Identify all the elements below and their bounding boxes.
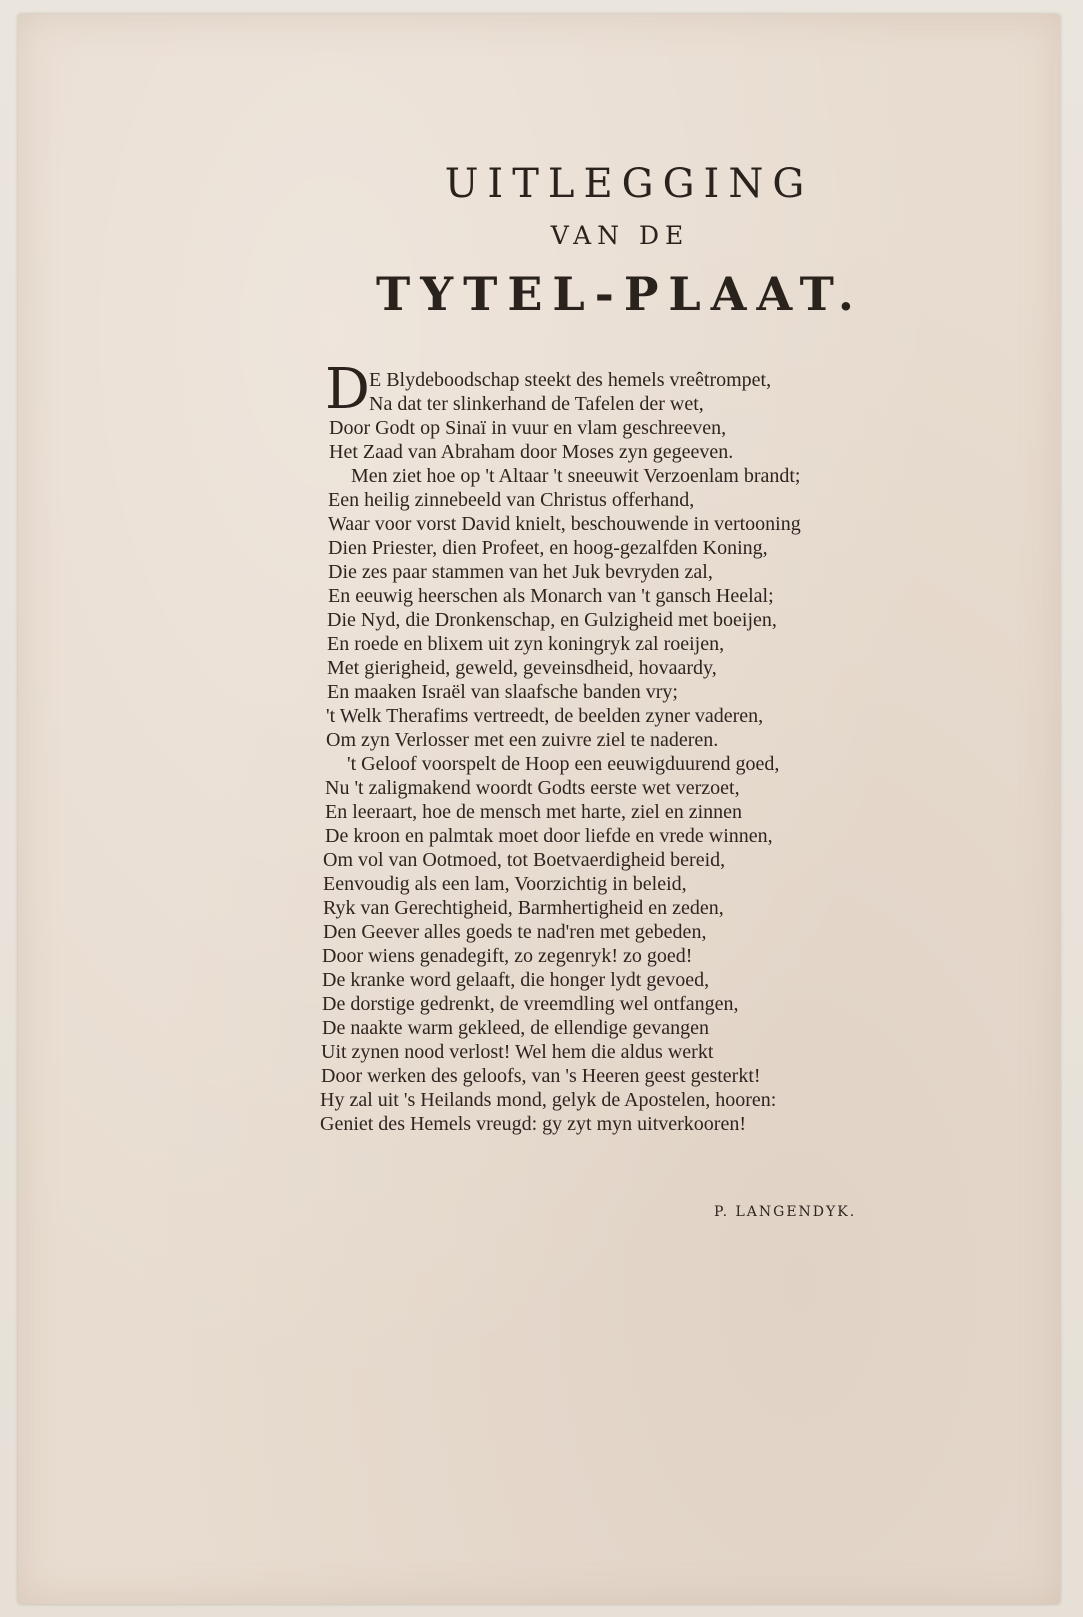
title-line-3: TYTEL-PLAAT. — [376, 267, 864, 321]
poem-line: Door werken des geloofs, van 's Heeren geest gesterkt! — [321, 1065, 761, 1087]
poem-line: Het Zaad van Abraham door Moses zyn gegeeven. — [329, 441, 734, 463]
title-line-1: UITLEGGING — [444, 161, 814, 207]
poem-line: Door Godt op Sinaï in vuur en vlam geschreeven, — [329, 417, 727, 439]
poem-line: Uit zynen nood verlost! Wel hem die aldus werkt — [321, 1041, 714, 1063]
title-block — [300, 158, 940, 324]
poem-line: 't Welk Therafims vertreedt, de beelden zyner vaderen, — [326, 705, 764, 727]
poem-line: Na dat ter slinkerhand de Tafelen der wet, — [369, 393, 704, 415]
poem-line: Om zyn Verlosser met een zuivre ziel te naderen. — [326, 729, 719, 751]
poem-line: De kroon en palmtak moet door liefde en vrede winnen, — [325, 825, 773, 847]
poem-line: Om vol van Ootmoed, tot Boetvaerdigheid bereid, — [323, 849, 726, 871]
poem-line: En leeraart, hoe de mensch met harte, ziel en zinnen — [325, 801, 743, 823]
poem-line: Hy zal uit 's Heilands mond, gelyk de Apostelen, hooren: — [320, 1089, 777, 1111]
poem-line: Geniet des Hemels vreugd: gy zyt myn uitverkooren! — [320, 1113, 746, 1135]
poem-line: De naakte warm gekleed, de ellendige gevangen — [322, 1017, 710, 1039]
poem-line: De kranke word gelaaft, die honger lydt gevoed, — [322, 969, 710, 991]
poem-line: Die zes paar stammen van het Juk bevryden zal, — [328, 561, 713, 583]
poem-line: Den Geever alles goeds te nad'ren met gebeden, — [323, 921, 707, 943]
poem-line: Nu 't zaligmakend woordt Godts eerste wet verzoet, — [325, 777, 740, 799]
poem-line: De dorstige gedrenkt, de vreemdling wel ontfangen, — [322, 993, 739, 1015]
poem-line: E Blydeboodschap steekt des hemels vreêtrompet, — [369, 369, 772, 391]
poem-line: Een heilig zinnebeeld van Christus offerhand, — [328, 489, 695, 511]
poem-line: Dien Priester, dien Profeet, en hoog-gezalfden Koning, — [328, 537, 768, 559]
author-signature: P. LANGENDYK. — [714, 1204, 857, 1220]
poem-line: Die Nyd, die Dronkenschap, en Gulzigheid met boeijen, — [327, 609, 777, 631]
poem-line: En eeuwig heerschen als Monarch van 't gansch Heelal; — [328, 585, 774, 607]
title-line-2: VAN DE — [550, 221, 690, 250]
poem-line: En roede en blixem uit zyn koningryk zal roeijen, — [327, 633, 725, 655]
poem-line: Met gierigheid, geweld, geveinsdheid, hovaardy, — [327, 657, 717, 679]
poem-line: Waar voor vorst David knielt, beschouwende in vertooning — [328, 513, 801, 535]
poem-line: Men ziet hoe op 't Altaar 't sneeuwit Verzoenlam brandt; — [351, 465, 801, 487]
poem-line: Door wiens genadegift, zo zegenryk! zo goed! — [322, 945, 693, 967]
poem-line: 't Geloof voorspelt de Hoop een eeuwigduurend goed, — [347, 753, 780, 775]
poem-line: Ryk van Gerechtigheid, Barmhertigheid en zeden, — [323, 897, 724, 919]
drop-cap: D — [325, 357, 370, 422]
poem-line: Eenvoudig als een lam, Voorzichtig in beleid, — [323, 873, 687, 895]
poem-line: En maaken Israël van slaafsche banden vry; — [327, 681, 678, 703]
